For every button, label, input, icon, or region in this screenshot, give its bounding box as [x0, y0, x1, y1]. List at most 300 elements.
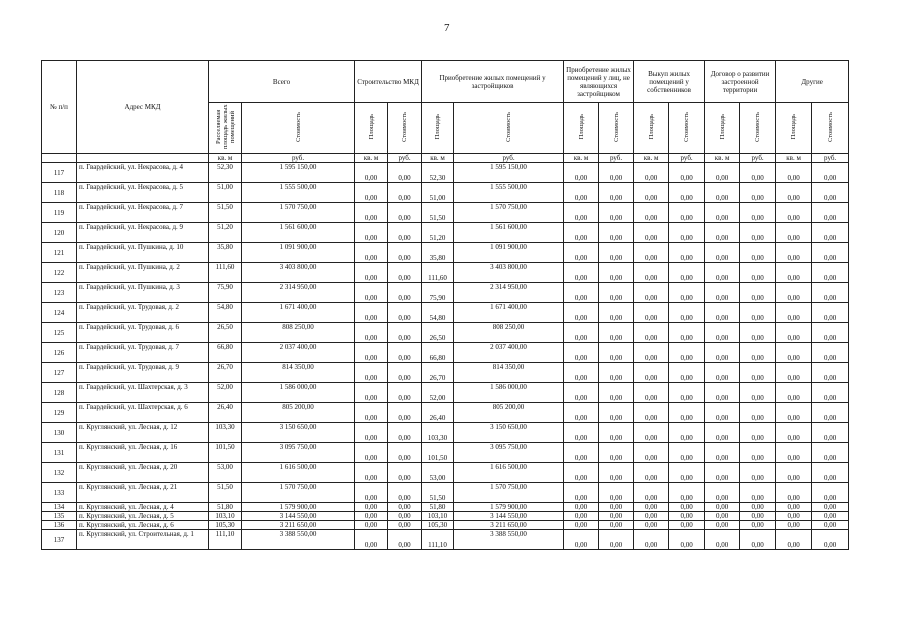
row-address: п. Круглянский, ул. Лесная, д. 4 [77, 503, 209, 512]
row-address: п. Круглянский, ул. Лесная, д. 21 [77, 483, 209, 503]
row-address: п. Гвардейский, ул. Трудовая, д. 6 [77, 323, 209, 343]
row-other-area: 0,00 [705, 403, 740, 423]
row-total-cost: 1 595 150,00 [242, 163, 355, 183]
row-total-cost: 3 095 750,00 [242, 443, 355, 463]
row-other-area: 0,00 [564, 483, 599, 503]
unit-area: кв. м [422, 154, 454, 163]
subheader-cost: Стоимость [505, 112, 513, 142]
row-other-cost: 0,00 [740, 303, 776, 323]
row-total-area: 111,60 [209, 263, 242, 283]
row-other-cost: 0,00 [812, 223, 849, 243]
row-other-cost: 0,00 [812, 343, 849, 363]
row-total-area: 26,50 [209, 323, 242, 343]
row-other-area: 0,00 [705, 530, 740, 550]
row-construction-area: 0,00 [355, 363, 388, 383]
row-developer-cost: 1 579 900,00 [454, 503, 564, 512]
row-address: п. Круглянский, ул. Лесная, д. 5 [77, 512, 209, 521]
row-other-area: 0,00 [705, 363, 740, 383]
row-other-area: 0,00 [564, 363, 599, 383]
row-other-cost: 0,00 [740, 223, 776, 243]
row-total-cost: 1 616 500,00 [242, 463, 355, 483]
row-total-cost: 805 200,00 [242, 403, 355, 423]
table-row [42, 423, 849, 443]
row-developer-cost: 814 350,00 [454, 363, 564, 383]
row-developer-cost: 1 561 600,00 [454, 223, 564, 243]
row-address: п. Гвардейский, ул. Шахтерская, д. 3 [77, 383, 209, 403]
table-row [42, 183, 849, 203]
row-number: 131 [42, 443, 77, 463]
row-other-area: 0,00 [776, 203, 812, 223]
row-developer-cost: 805 200,00 [454, 403, 564, 423]
table-body [42, 163, 849, 550]
page-number: 7 [444, 22, 450, 34]
row-total-area: 75,90 [209, 283, 242, 303]
row-other-area: 0,00 [564, 343, 599, 363]
row-other-area: 0,00 [705, 423, 740, 443]
table-row [42, 323, 849, 343]
row-total-cost: 3 144 550,00 [242, 512, 355, 521]
row-number: 118 [42, 183, 77, 203]
row-other-cost: 0,00 [740, 283, 776, 303]
row-other-area: 0,00 [705, 483, 740, 503]
subheader-area: Площадь [718, 114, 726, 140]
row-other-cost: 0,00 [740, 443, 776, 463]
subheader-cost: Стоимость [401, 112, 409, 142]
row-other-area: 0,00 [705, 343, 740, 363]
row-other-cost: 0,00 [812, 512, 849, 521]
table-row [42, 263, 849, 283]
row-construction-cost: 0,00 [388, 323, 422, 343]
row-other-cost: 0,00 [669, 323, 705, 343]
row-address: п. Круглянский, ул. Лесная, д. 12 [77, 423, 209, 443]
row-total-area: 53,00 [209, 463, 242, 483]
row-construction-area: 0,00 [355, 403, 388, 423]
row-developer-cost: 3 150 650,00 [454, 423, 564, 443]
row-other-cost: 0,00 [669, 463, 705, 483]
table-row [42, 283, 849, 303]
row-developer-area: 111,60 [422, 263, 454, 283]
row-total-area: 51,50 [209, 483, 242, 503]
table-row [42, 243, 849, 263]
row-developer-area: 66,80 [422, 343, 454, 363]
row-total-cost: 808 250,00 [242, 323, 355, 343]
unit-rub: руб. [599, 154, 634, 163]
row-address: п. Круглянский, ул. Лесная, д. 16 [77, 443, 209, 463]
row-other-cost: 0,00 [669, 263, 705, 283]
row-other-area: 0,00 [564, 283, 599, 303]
table-row [42, 483, 849, 503]
unit-rub: руб. [454, 154, 564, 163]
row-developer-cost: 3 388 550,00 [454, 530, 564, 550]
row-other-area: 0,00 [776, 183, 812, 203]
row-other-area: 0,00 [776, 463, 812, 483]
row-construction-area: 0,00 [355, 483, 388, 503]
table-row [42, 403, 849, 423]
row-construction-area: 0,00 [355, 163, 388, 183]
header-group: Строительство МКД [355, 61, 422, 103]
row-developer-area: 51,50 [422, 203, 454, 223]
row-other-area: 0,00 [564, 503, 599, 512]
row-number: 133 [42, 483, 77, 503]
row-address: п. Гвардейский, ул. Пушкина, д. 3 [77, 283, 209, 303]
row-other-cost: 0,00 [599, 323, 634, 343]
row-developer-cost: 3 211 650,00 [454, 521, 564, 530]
subheader-cost: Стоимость [294, 112, 302, 142]
row-construction-cost: 0,00 [388, 283, 422, 303]
row-address: п. Гвардейский, ул. Пушкина, д. 10 [77, 243, 209, 263]
row-developer-area: 54,80 [422, 303, 454, 323]
row-total-cost: 1 579 900,00 [242, 503, 355, 512]
row-construction-cost: 0,00 [388, 243, 422, 263]
row-developer-area: 53,00 [422, 463, 454, 483]
row-address: п. Гвардейский, ул. Некрасова, д. 9 [77, 223, 209, 243]
row-construction-area: 0,00 [355, 423, 388, 443]
table-row [42, 443, 849, 463]
row-other-cost: 0,00 [669, 423, 705, 443]
row-total-cost: 1 570 750,00 [242, 483, 355, 503]
unit-area: кв. м [705, 154, 740, 163]
row-other-area: 0,00 [634, 243, 669, 263]
row-other-cost: 0,00 [812, 463, 849, 483]
row-other-cost: 0,00 [669, 183, 705, 203]
table-row [42, 530, 849, 550]
unit-area: кв. м [564, 154, 599, 163]
row-other-cost: 0,00 [740, 483, 776, 503]
row-developer-cost: 2 314 950,00 [454, 283, 564, 303]
row-other-area: 0,00 [564, 223, 599, 243]
row-other-area: 0,00 [634, 483, 669, 503]
row-other-cost: 0,00 [740, 243, 776, 263]
row-other-cost: 0,00 [599, 343, 634, 363]
row-number: 134 [42, 503, 77, 512]
row-construction-area: 0,00 [355, 463, 388, 483]
row-number: 127 [42, 363, 77, 383]
row-developer-cost: 1 586 000,00 [454, 383, 564, 403]
row-developer-area: 52,30 [422, 163, 454, 183]
row-other-cost: 0,00 [812, 443, 849, 463]
row-other-cost: 0,00 [740, 503, 776, 512]
row-other-area: 0,00 [776, 223, 812, 243]
row-other-area: 0,00 [634, 303, 669, 323]
row-construction-area: 0,00 [355, 503, 388, 512]
row-other-cost: 0,00 [812, 423, 849, 443]
row-other-area: 0,00 [634, 443, 669, 463]
row-other-cost: 0,00 [812, 203, 849, 223]
header-group: Договор о развитии застроенной территории [705, 61, 776, 103]
row-other-cost: 0,00 [599, 530, 634, 550]
row-other-area: 0,00 [634, 183, 669, 203]
row-other-area: 0,00 [564, 530, 599, 550]
row-construction-cost: 0,00 [388, 303, 422, 323]
row-other-cost: 0,00 [812, 323, 849, 343]
row-other-area: 0,00 [776, 512, 812, 521]
row-developer-area: 101,50 [422, 443, 454, 463]
row-number: 137 [42, 530, 77, 550]
row-number: 132 [42, 463, 77, 483]
row-total-cost: 3 211 650,00 [242, 521, 355, 530]
row-construction-cost: 0,00 [388, 343, 422, 363]
row-other-cost: 0,00 [669, 521, 705, 530]
row-construction-cost: 0,00 [388, 503, 422, 512]
row-total-cost: 2 037 400,00 [242, 343, 355, 363]
row-other-area: 0,00 [705, 203, 740, 223]
row-number: 130 [42, 423, 77, 443]
row-other-area: 0,00 [776, 403, 812, 423]
row-developer-cost: 1 091 900,00 [454, 243, 564, 263]
row-address: п. Гвардейский, ул. Трудовая, д. 9 [77, 363, 209, 383]
unit-rub: руб. [812, 154, 849, 163]
row-other-cost: 0,00 [599, 383, 634, 403]
row-developer-area: 26,40 [422, 403, 454, 423]
unit-rub: руб. [242, 154, 355, 163]
row-other-area: 0,00 [776, 483, 812, 503]
row-other-area: 0,00 [776, 163, 812, 183]
table-row [42, 383, 849, 403]
row-developer-cost: 1 616 500,00 [454, 463, 564, 483]
row-other-cost: 0,00 [812, 403, 849, 423]
row-other-cost: 0,00 [812, 183, 849, 203]
row-construction-cost: 0,00 [388, 263, 422, 283]
row-number: 121 [42, 243, 77, 263]
row-address: п. Гвардейский, ул. Трудовая, д. 2 [77, 303, 209, 323]
header-address: Адрес МКД [77, 61, 209, 154]
row-address: п. Гвардейский, ул. Некрасова, д. 5 [77, 183, 209, 203]
row-number: 117 [42, 163, 77, 183]
row-construction-area: 0,00 [355, 263, 388, 283]
row-total-area: 111,10 [209, 530, 242, 550]
row-other-area: 0,00 [634, 521, 669, 530]
row-total-area: 52,00 [209, 383, 242, 403]
row-developer-cost: 808 250,00 [454, 323, 564, 343]
row-other-cost: 0,00 [812, 163, 849, 183]
row-other-area: 0,00 [564, 323, 599, 343]
row-other-area: 0,00 [564, 383, 599, 403]
row-construction-cost: 0,00 [388, 463, 422, 483]
row-other-cost: 0,00 [669, 503, 705, 512]
row-address: п. Гвардейский, ул. Некрасова, д. 4 [77, 163, 209, 183]
row-other-cost: 0,00 [669, 303, 705, 323]
subheader-area: Площадь [790, 114, 798, 140]
row-construction-cost: 0,00 [388, 512, 422, 521]
row-other-cost: 0,00 [740, 530, 776, 550]
row-developer-area: 52,00 [422, 383, 454, 403]
row-number: 120 [42, 223, 77, 243]
row-other-area: 0,00 [776, 521, 812, 530]
row-total-area: 101,50 [209, 443, 242, 463]
row-other-area: 0,00 [564, 303, 599, 323]
row-total-area: 103,30 [209, 423, 242, 443]
row-construction-area: 0,00 [355, 303, 388, 323]
row-other-area: 0,00 [705, 283, 740, 303]
row-construction-area: 0,00 [355, 521, 388, 530]
row-total-area: 35,80 [209, 243, 242, 263]
row-total-cost: 1 555 500,00 [242, 183, 355, 203]
row-other-area: 0,00 [705, 303, 740, 323]
row-other-cost: 0,00 [599, 183, 634, 203]
row-other-cost: 0,00 [740, 163, 776, 183]
row-other-cost: 0,00 [669, 203, 705, 223]
table-row [42, 363, 849, 383]
row-other-area: 0,00 [705, 383, 740, 403]
row-total-area: 51,50 [209, 203, 242, 223]
row-construction-area: 0,00 [355, 512, 388, 521]
row-other-area: 0,00 [776, 323, 812, 343]
row-other-area: 0,00 [564, 403, 599, 423]
subheader-total-area: Расселяемая площадь жилых помещений [214, 104, 236, 150]
row-developer-area: 51,80 [422, 503, 454, 512]
row-address: п. Круглянский, ул. Строительная, д. 1 [77, 530, 209, 550]
row-developer-area: 75,90 [422, 283, 454, 303]
row-other-cost: 0,00 [669, 512, 705, 521]
row-number: 126 [42, 343, 77, 363]
row-other-cost: 0,00 [599, 223, 634, 243]
row-other-cost: 0,00 [599, 483, 634, 503]
subheader-cost: Стоимость [754, 112, 762, 142]
row-other-cost: 0,00 [812, 483, 849, 503]
row-developer-cost: 1 570 750,00 [454, 483, 564, 503]
row-total-area: 105,30 [209, 521, 242, 530]
row-other-cost: 0,00 [740, 323, 776, 343]
row-developer-cost: 1 671 400,00 [454, 303, 564, 323]
row-other-area: 0,00 [634, 263, 669, 283]
row-total-area: 51,20 [209, 223, 242, 243]
row-developer-area: 103,30 [422, 423, 454, 443]
header-group: Выкуп жилых помещений у собственников [634, 61, 705, 103]
row-other-area: 0,00 [634, 223, 669, 243]
header-total: Всего [209, 61, 355, 103]
row-other-area: 0,00 [634, 203, 669, 223]
header-group: Другие [776, 61, 849, 103]
unit-area: кв. м [634, 154, 669, 163]
row-other-cost: 0,00 [740, 343, 776, 363]
row-construction-cost: 0,00 [388, 530, 422, 550]
table-row [42, 163, 849, 183]
row-number: 124 [42, 303, 77, 323]
table-row [42, 223, 849, 243]
row-developer-area: 105,30 [422, 521, 454, 530]
row-construction-cost: 0,00 [388, 383, 422, 403]
row-other-cost: 0,00 [669, 343, 705, 363]
row-other-cost: 0,00 [740, 183, 776, 203]
row-other-cost: 0,00 [599, 303, 634, 323]
row-other-cost: 0,00 [740, 463, 776, 483]
row-other-area: 0,00 [705, 521, 740, 530]
row-construction-cost: 0,00 [388, 163, 422, 183]
row-other-area: 0,00 [634, 463, 669, 483]
row-other-cost: 0,00 [669, 403, 705, 423]
row-other-cost: 0,00 [669, 383, 705, 403]
row-other-area: 0,00 [705, 503, 740, 512]
row-other-cost: 0,00 [669, 363, 705, 383]
row-other-area: 0,00 [564, 163, 599, 183]
row-developer-cost: 1 570 750,00 [454, 203, 564, 223]
row-other-cost: 0,00 [812, 263, 849, 283]
row-other-cost: 0,00 [740, 203, 776, 223]
row-total-cost: 3 388 550,00 [242, 530, 355, 550]
row-other-area: 0,00 [564, 423, 599, 443]
row-other-area: 0,00 [705, 163, 740, 183]
row-developer-area: 111,10 [422, 530, 454, 550]
row-other-area: 0,00 [776, 423, 812, 443]
row-address: п. Гвардейский, ул. Трудовая, д. 7 [77, 343, 209, 363]
row-other-cost: 0,00 [599, 521, 634, 530]
row-other-area: 0,00 [564, 521, 599, 530]
row-construction-cost: 0,00 [388, 483, 422, 503]
unit-rub: руб. [388, 154, 422, 163]
row-other-cost: 0,00 [599, 263, 634, 283]
unit-area: кв. м [355, 154, 388, 163]
row-construction-area: 0,00 [355, 323, 388, 343]
row-developer-area: 51,00 [422, 183, 454, 203]
row-address: п. Гвардейский, ул. Пушкина, д. 2 [77, 263, 209, 283]
row-address: п. Гвардейский, ул. Некрасова, д. 7 [77, 203, 209, 223]
row-other-area: 0,00 [776, 243, 812, 263]
row-number: 136 [42, 521, 77, 530]
row-other-cost: 0,00 [812, 503, 849, 512]
row-number: 119 [42, 203, 77, 223]
row-construction-cost: 0,00 [388, 223, 422, 243]
row-other-cost: 0,00 [740, 403, 776, 423]
row-developer-area: 51,20 [422, 223, 454, 243]
table-row [42, 303, 849, 323]
row-other-cost: 0,00 [669, 530, 705, 550]
row-other-area: 0,00 [564, 263, 599, 283]
subheader-area: Площадь [577, 114, 585, 140]
row-number: 135 [42, 512, 77, 521]
row-other-area: 0,00 [776, 283, 812, 303]
row-other-area: 0,00 [564, 243, 599, 263]
row-address: п. Круглянский, ул. Лесная, д. 20 [77, 463, 209, 483]
row-other-area: 0,00 [634, 163, 669, 183]
row-total-cost: 3 403 800,00 [242, 263, 355, 283]
row-other-area: 0,00 [705, 463, 740, 483]
subheader-cost: Стоимость [826, 112, 834, 142]
row-construction-cost: 0,00 [388, 363, 422, 383]
row-other-cost: 0,00 [599, 503, 634, 512]
row-other-cost: 0,00 [669, 163, 705, 183]
header-group: Приобретение жилых помещений у лиц, не являющихся застройщиком [564, 61, 634, 103]
row-developer-area: 26,50 [422, 323, 454, 343]
row-construction-cost: 0,00 [388, 183, 422, 203]
row-construction-area: 0,00 [355, 343, 388, 363]
row-construction-cost: 0,00 [388, 521, 422, 530]
table-row [42, 343, 849, 363]
row-total-area: 26,70 [209, 363, 242, 383]
row-total-area: 54,80 [209, 303, 242, 323]
header-num: № п/п [42, 61, 77, 154]
row-other-cost: 0,00 [599, 512, 634, 521]
row-developer-area: 35,80 [422, 243, 454, 263]
row-construction-cost: 0,00 [388, 443, 422, 463]
row-other-cost: 0,00 [599, 163, 634, 183]
row-total-area: 103,10 [209, 512, 242, 521]
unit-area: кв. м [776, 154, 812, 163]
row-other-area: 0,00 [705, 243, 740, 263]
row-developer-cost: 3 403 800,00 [454, 263, 564, 283]
row-total-cost: 1 561 600,00 [242, 223, 355, 243]
row-total-cost: 3 150 650,00 [242, 423, 355, 443]
unit-rub: руб. [740, 154, 776, 163]
row-developer-cost: 3 144 550,00 [454, 512, 564, 521]
row-developer-cost: 2 037 400,00 [454, 343, 564, 363]
row-construction-area: 0,00 [355, 223, 388, 243]
table-row [42, 463, 849, 483]
row-other-area: 0,00 [705, 443, 740, 463]
row-other-area: 0,00 [705, 223, 740, 243]
table-row [42, 521, 849, 530]
row-other-cost: 0,00 [599, 243, 634, 263]
row-total-cost: 1 091 900,00 [242, 243, 355, 263]
